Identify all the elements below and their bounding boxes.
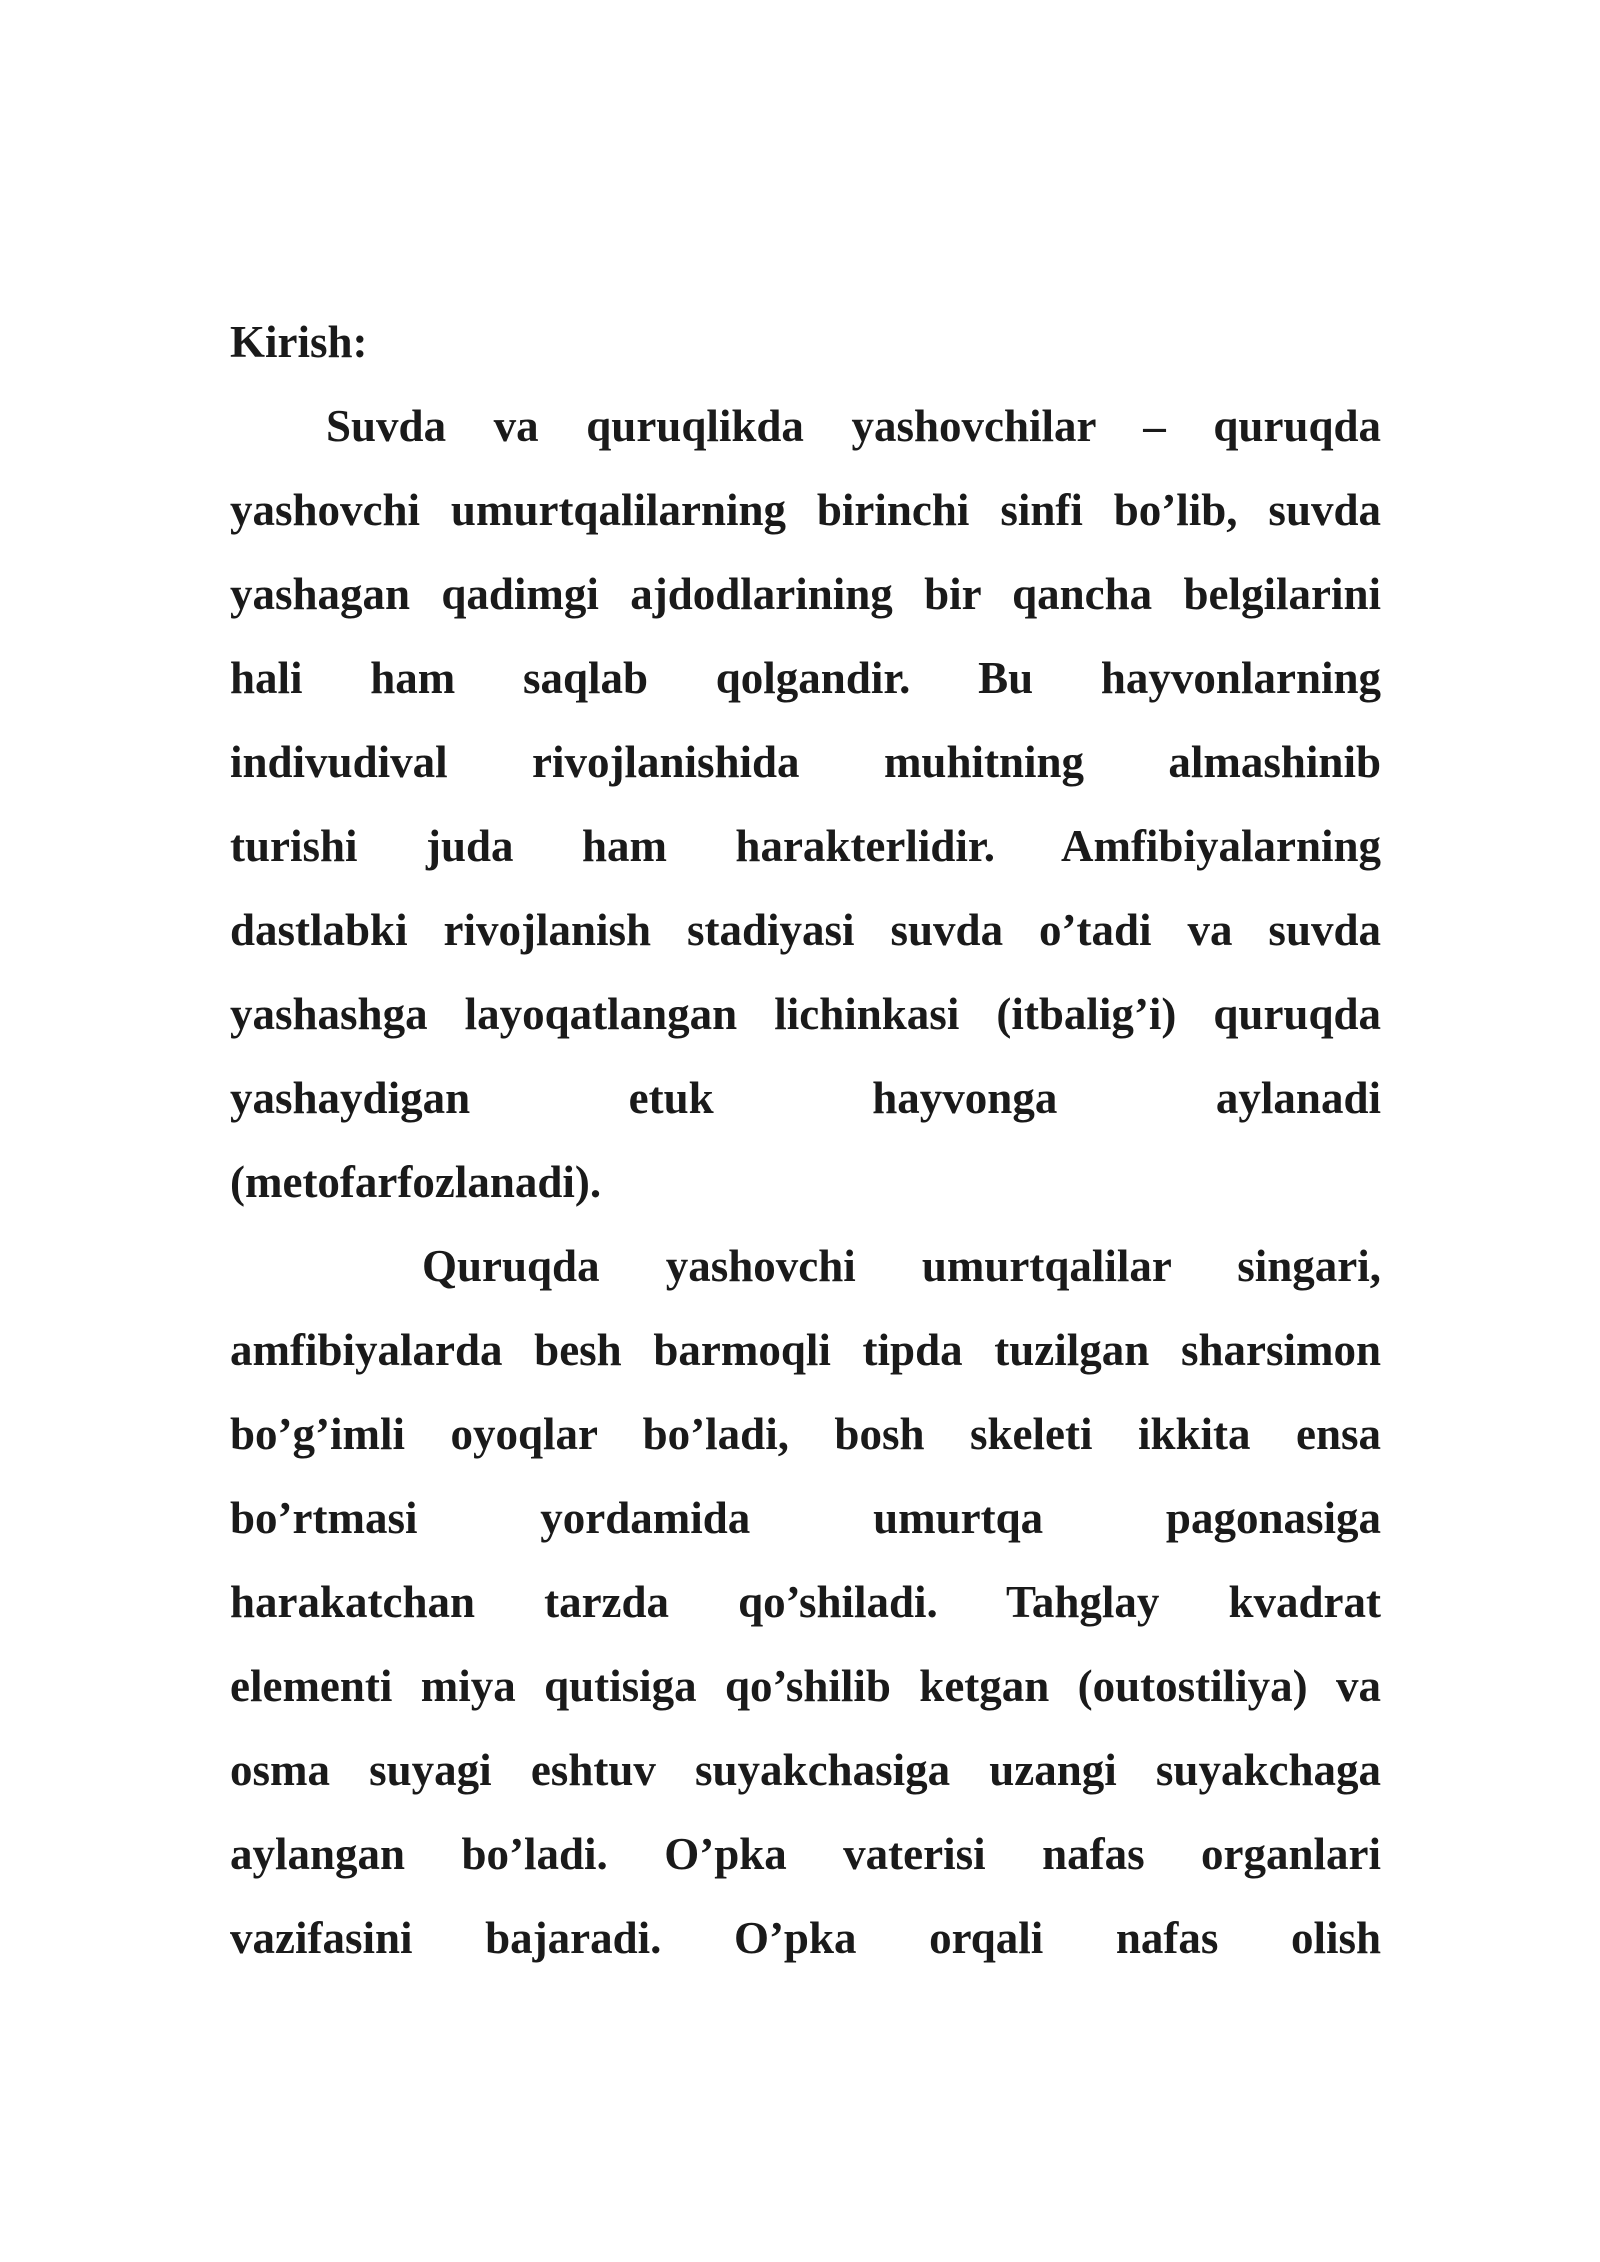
document-body (230, 300, 1381, 1980)
paragraph-line: bo’g’imli oyoqlar bo’ladi, bosh skeleti ikkita ensa (230, 1409, 1381, 1459)
paragraph-line: amfibiyalarda besh barmoqli tipda tuzilgan sharsimon (230, 1325, 1381, 1375)
paragraph (230, 384, 1381, 1224)
paragraph-line: vazifasini bajaradi. O’pka orqali nafas olish (230, 1913, 1381, 1963)
paragraph-line: aylangan bo’ladi. O’pka vaterisi nafas organlari (230, 1829, 1381, 1879)
paragraph-line: bo’rtmasi yordamida umurtqa pagonasiga (230, 1493, 1381, 1543)
paragraph-line: hali ham saqlab qolgandir. Bu hayvonlarning (230, 653, 1381, 703)
paragraph-line: yashaydigan etuk hayvonga aylanadi (230, 1073, 1381, 1123)
paragraph-line: yashashga layoqatlangan lichinkasi (itbalig’i) quruqda (230, 989, 1381, 1039)
paragraph-line: indivudival rivojlanishida muhitning almashinib (230, 737, 1381, 787)
paragraph-line: yashagan qadimgi ajdodlarining bir qancha belgilarini (230, 569, 1381, 619)
paragraph-line: Quruqda yashovchi umurtqalilar singari, (422, 1241, 1381, 1291)
paragraph-line: (metofarfozlanadi). (230, 1157, 602, 1207)
paragraph-line: Suvda va quruqlikda yashovchilar – quruqda (326, 401, 1381, 451)
section-heading: Kirish: (230, 317, 368, 367)
paragraph-line: turishi juda ham harakterlidir. Amfibiyalarning (230, 821, 1381, 871)
paragraph-line: osma suyagi eshtuv suyakchasiga uzangi suyakchaga (230, 1745, 1381, 1795)
paragraph (230, 1224, 1381, 1980)
paragraph-line: elementi miya qutisiga qo’shilib ketgan (outostiliya) va (230, 1661, 1381, 1711)
paragraph-line: harakatchan tarzda qo’shiladi. Tahglay kvadrat (230, 1577, 1381, 1627)
paragraph-line: yashovchi umurtqalilarning birinchi sinfi bo’lib, suvda (230, 485, 1381, 535)
paragraphs-container (230, 384, 1381, 1980)
paragraph-line: dastlabki rivojlanish stadiyasi suvda o’tadi va suvda (230, 905, 1381, 955)
